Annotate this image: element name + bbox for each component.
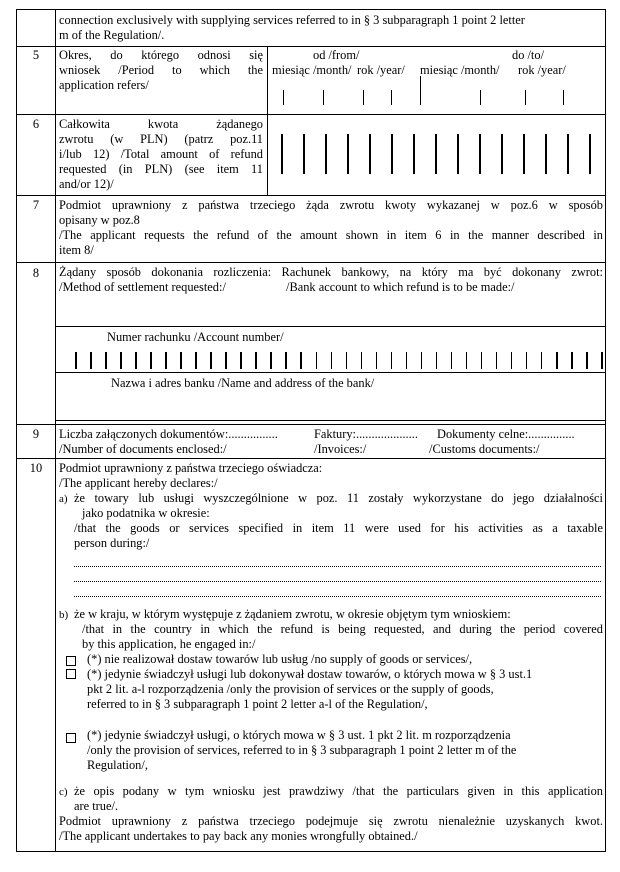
- account-box-tick: [481, 352, 483, 369]
- account-box-tick: [285, 352, 287, 369]
- period-label: Okres, do którego odnosi się: [59, 48, 263, 62]
- account-box-tick: [105, 352, 107, 369]
- invoices-field[interactable]: Faktury:....................: [314, 427, 418, 441]
- option2-text: referred to in § 3 subparagraph 1 point 2 letter a-l of the Regulation/,: [87, 697, 428, 711]
- period-to-label: do /to/: [512, 48, 545, 62]
- account-box-tick: [120, 352, 122, 369]
- period-dotted-line[interactable]: [74, 566, 601, 567]
- account-box-tick: [571, 352, 573, 369]
- row-divider: [17, 458, 605, 459]
- refund-amount-label: i/lub 12) /Total amount of refund: [59, 147, 263, 161]
- row5-label-divider: [267, 46, 268, 114]
- refund-amount-label: Całkowita kwota żądanego: [59, 117, 263, 131]
- period-dotted-line[interactable]: [74, 581, 601, 582]
- account-number-boxes[interactable]: [75, 352, 603, 369]
- from-month-label: miesiąc /month/: [272, 63, 352, 77]
- amount-box-tick: [479, 134, 481, 174]
- amount-box-tick: [545, 134, 547, 174]
- account-box-tick: [391, 352, 393, 369]
- account-box-tick: [270, 352, 272, 369]
- period-box-tick[interactable]: [563, 90, 564, 105]
- row-divider: [17, 114, 605, 115]
- refund-amount-label: requested (in PLN) (see item 11: [59, 162, 263, 176]
- declaration-a-text: że towary lub usługi wyszczególnione w poz. 11 zostały wykorzystane do jego działalności: [74, 491, 603, 505]
- account-box-tick: [195, 352, 197, 369]
- option3-text: Regulation/,: [87, 758, 148, 772]
- account-box-tick: [376, 352, 378, 369]
- account-box-tick: [90, 352, 92, 369]
- account-box-tick: [225, 352, 227, 369]
- account-box-tick: [601, 352, 603, 369]
- period-dotted-line[interactable]: [74, 596, 601, 597]
- option2-checkbox[interactable]: [66, 669, 76, 679]
- customs-documents-label: /Customs documents:/: [429, 442, 540, 456]
- period-box-tick[interactable]: [420, 76, 421, 105]
- account-box-tick: [255, 352, 257, 369]
- declaration-a-text: /that the goods or services specified in item 11 were used for his activities as a taxable: [74, 521, 603, 535]
- account-box-tick: [511, 352, 513, 369]
- row-number-9: 9: [32, 427, 40, 441]
- refund-amount-label: zwrotu (w PLN) (patrz poz.11: [59, 132, 263, 146]
- declaration-b-text: /that in the country in which the refund is being requested, and during the period covered: [82, 622, 603, 636]
- item-c-marker: c): [59, 786, 68, 798]
- account-box-tick: [556, 352, 558, 369]
- refund-request-text: /The applicant requests the refund of the amount shown in item 6 in the manner described in: [59, 228, 603, 242]
- amount-box-tick: [523, 134, 525, 174]
- amount-box-tick: [567, 134, 569, 174]
- amount-box-tick: [325, 134, 327, 174]
- to-month-label: miesiąc /month/: [420, 63, 500, 77]
- row-divider: [17, 195, 605, 196]
- account-box-tick: [526, 352, 528, 369]
- account-box-tick: [135, 352, 137, 369]
- row-number-8: 8: [32, 266, 40, 280]
- period-label: application refers/: [59, 78, 149, 92]
- account-box-tick: [421, 352, 423, 369]
- account-box-tick: [466, 352, 468, 369]
- number-column-divider: [55, 10, 56, 851]
- account-box-tick: [165, 352, 167, 369]
- undertaking-text: /The applicant undertakes to pay back any monies wrongfully obtained./: [59, 829, 418, 843]
- item-a-marker: a): [59, 493, 68, 505]
- account-box-tick: [180, 352, 182, 369]
- account-box-tick: [300, 352, 302, 369]
- period-box-tick[interactable]: [323, 90, 324, 105]
- account-box-tick: [436, 352, 438, 369]
- undertaking-text: Podmiot uprawniony z państwa trzeciego podejmuje się zwrotu nienależnie uzyskanych kwot.: [59, 814, 603, 828]
- amount-box-tick: [457, 134, 459, 174]
- row-number-5: 5: [32, 48, 40, 62]
- option3-checkbox[interactable]: [66, 733, 76, 743]
- refund-request-text: opisany w poz.8: [59, 213, 140, 227]
- account-box-tick: [75, 352, 77, 369]
- bank-name-label: Nazwa i adres banku /Name and address of the bank/: [111, 376, 375, 390]
- account-box-tick: [586, 352, 588, 369]
- amount-box-tick: [435, 134, 437, 174]
- row-divider: [55, 372, 605, 373]
- account-number-label: Numer rachunku /Account number/: [107, 330, 284, 344]
- period-box-tick[interactable]: [391, 90, 392, 105]
- refund-request-text: item 8/: [59, 243, 94, 257]
- invoices-label: /Invoices:/: [314, 442, 367, 456]
- account-box-tick: [346, 352, 348, 369]
- option1-text: (*) nie realizował dostaw towarów lub usług /no supply of goods or services/,: [87, 652, 473, 666]
- documents-count-label: /Number of documents enclosed:/: [59, 442, 227, 456]
- account-box-tick: [240, 352, 242, 369]
- period-label: wniosek /Period to which the: [59, 63, 263, 77]
- customs-documents-field[interactable]: Dokumenty celne:...............: [437, 427, 575, 441]
- bank-account-text: /Bank account to which refund is to be made:/: [286, 280, 515, 294]
- option3-text: /only the provision of services, referred to in § 3 subparagraph 1 point 2 letter m of the: [87, 743, 517, 757]
- to-year-label: rok /year/: [518, 63, 566, 77]
- declaration-heading: Podmiot uprawniony z państwa trzeciego oświadcza:: [59, 461, 323, 475]
- amount-box-tick: [501, 134, 503, 174]
- option2-text: pkt 2 lit. a-l rozporządzenia /only the provision of services or the supply of goods,: [87, 682, 494, 696]
- period-box-tick[interactable]: [363, 90, 364, 105]
- row6-label-divider: [267, 114, 268, 195]
- refund-amount-label: and/or 12)/: [59, 177, 114, 191]
- settlement-method-text: /Method of settlement requested:/: [59, 280, 226, 294]
- row-divider: [55, 326, 605, 327]
- refund-request-text: Podmiot uprawniony z państwa trzeciego żąda zwrotu kwoty wykazanej w poz.6 w sposób: [59, 198, 603, 212]
- item-b-marker: b): [59, 609, 69, 621]
- amount-box-tick: [589, 134, 591, 174]
- documents-count-field[interactable]: Liczba załączonych dokumentów:................: [59, 427, 278, 441]
- row-divider: [17, 262, 605, 263]
- declaration-c-text: że opis podany w tym wniosku jest prawdziwy /that the particulars given in this application: [74, 784, 603, 798]
- application-form: [16, 9, 606, 852]
- declaration-b-text: że w kraju, w którym występuje z żądaniem zwrotu, w okresie objętym tym wnioskiem:: [74, 607, 511, 621]
- from-year-label: rok /year/: [357, 63, 405, 77]
- settlement-method-text: Żądany sposób dokonania rozliczenia: Rachunek bankowy, na który ma być dokonany zwrot:: [59, 265, 603, 279]
- amount-box-tick: [391, 134, 393, 174]
- declaration-b-text: by this application, he engaged in:/: [82, 637, 256, 651]
- period-box-tick[interactable]: [525, 90, 526, 105]
- option2-text: (*) jedynie świadczył usługi lub dokonywał dostaw towarów, o których mowa w § 3 ust.1: [87, 667, 533, 681]
- declaration-a-text: jako podatnika w okresie:: [82, 506, 210, 520]
- refund-amount-boxes[interactable]: [281, 134, 591, 174]
- period-box-tick[interactable]: [480, 90, 481, 105]
- declaration-heading: /The applicant hereby declares:/: [59, 476, 218, 490]
- account-box-tick: [406, 352, 408, 369]
- top-text-line: m of the Regulation/.: [59, 28, 165, 42]
- account-box-tick: [150, 352, 152, 369]
- amount-box-tick: [347, 134, 349, 174]
- account-box-tick: [496, 352, 498, 369]
- declaration-c-text: are true/.: [74, 799, 119, 813]
- amount-box-tick: [413, 134, 415, 174]
- top-text-line: connection exclusively with supplying services referred to in § 3 subparagraph 1 point 2 letter: [59, 13, 525, 27]
- row-number-6: 6: [32, 117, 40, 131]
- account-box-tick: [541, 352, 543, 369]
- account-box-tick: [210, 352, 212, 369]
- row-number-7: 7: [32, 198, 40, 212]
- period-from-label: od /from/: [313, 48, 360, 62]
- amount-box-tick: [281, 134, 283, 174]
- row-divider: [55, 420, 605, 421]
- option3-text: (*) jedynie świadczył usługi, o których mowa w § 3 ust. 1 pkt 2 lit. m rozporządzenia: [87, 728, 511, 742]
- row-divider: [17, 46, 605, 47]
- account-box-tick: [316, 352, 318, 369]
- account-box-tick: [361, 352, 363, 369]
- amount-box-tick: [369, 134, 371, 174]
- account-box-tick: [451, 352, 453, 369]
- declaration-a-text: person during:/: [74, 536, 150, 550]
- row-divider: [17, 424, 605, 425]
- row-number-10: 10: [29, 461, 43, 475]
- amount-box-tick: [303, 134, 305, 174]
- account-box-tick: [331, 352, 333, 369]
- option1-checkbox[interactable]: [66, 656, 76, 666]
- period-box-tick[interactable]: [283, 90, 284, 105]
